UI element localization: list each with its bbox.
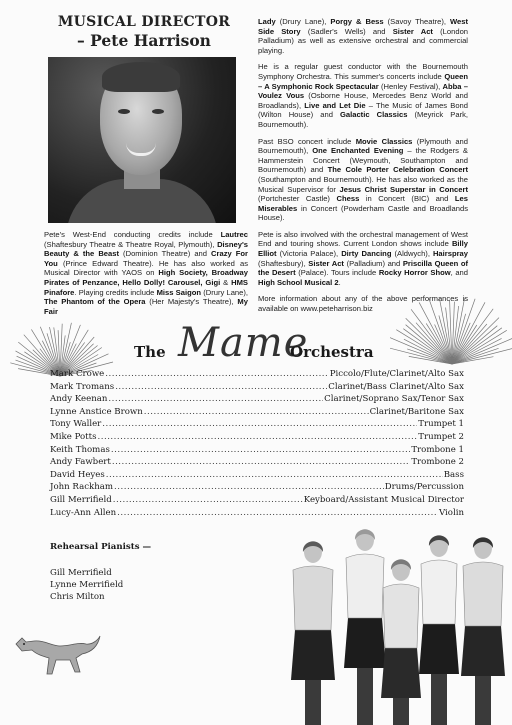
- bio-text: (Prince Edward Theatre). He has also worked as Musical Director with YAOS on: [44, 258, 248, 278]
- orchestra-roster: [50, 369, 464, 520]
- bio-title: High Society, Broadway Pirates of Penzance, Hello Dolly! Carousel, Gigi: [44, 268, 248, 287]
- bio-text: (Shaftesbury),: [258, 258, 309, 268]
- player-instrument: Drums/Percussion: [384, 482, 464, 493]
- pianist-name: Gill Merrifield: [50, 568, 112, 578]
- player-instrument: Clarinet/Soprano Sax/Tenor Sax: [324, 394, 464, 405]
- bio-text: Past BSO concert include: [258, 136, 356, 146]
- bio-paragraph: [258, 230, 468, 288]
- roster-row: [50, 407, 464, 420]
- bio-title: High School Musical 2: [258, 277, 339, 287]
- roster-row: [50, 445, 464, 458]
- bio-title: Jesus Christ Superstar in Concert: [339, 184, 468, 194]
- bio-text: (Her Majesty's Theatre),: [145, 297, 238, 307]
- roster-row: [50, 394, 464, 407]
- bio-text: (Osborne House, Mercedes Benz World and Broadlands),: [258, 91, 468, 110]
- group-person: [344, 529, 386, 725]
- rehearsal-heading: Rehearsal Pianists —: [50, 542, 152, 552]
- show-logo-mame: Mame: [178, 320, 309, 366]
- roster-row: [50, 382, 464, 395]
- roster-row: [50, 470, 464, 483]
- roster-row: [50, 419, 464, 432]
- title-orchestra: Orchestra: [290, 343, 374, 361]
- player-name: Keith Thomas: [50, 444, 110, 455]
- group-person: [291, 541, 335, 725]
- player-instrument: Piccolo/Flute/Clarinet/Alto Sax: [329, 369, 464, 379]
- player-instrument: Clarinet/Bass Clarinet/Alto Sax: [328, 381, 464, 392]
- player-name: Gill Merrifield: [50, 494, 112, 505]
- roster-row: [50, 369, 464, 382]
- title-the: The: [134, 343, 166, 361]
- bio-left-column: [44, 230, 248, 323]
- bio-text: (London Palladium) as well as extensive orchestral and commercial playing.: [258, 26, 469, 55]
- bio-title: Porgy & Bess: [330, 17, 384, 26]
- roster-row: [50, 432, 464, 445]
- section-title: MUSICAL DIRECTOR: [57, 14, 231, 30]
- bio-text: , and: [450, 268, 468, 278]
- bio-text: Pete is also involved with the orchestral management of West End and touring shows. Current London shows include: [258, 229, 468, 249]
- bio-text: (Victoria Palace),: [276, 249, 342, 259]
- bio-text: (Southampton and Bournemouth). He has also worked as the Musical Supervisor for: [258, 174, 468, 194]
- bio-text: Pete's West-End conducting credits include: [44, 230, 221, 239]
- player-instrument: Bass: [443, 469, 464, 480]
- bio-title: Lady: [258, 17, 276, 26]
- bio-title: Abba – Voulez Vous: [258, 81, 468, 101]
- bio-text: (Aldwych),: [391, 249, 433, 259]
- bio-text: (Drury Lane),: [201, 287, 249, 297]
- bio-text: &: [220, 277, 232, 287]
- player-instrument: Clarinet/Baritone Sax: [369, 406, 464, 417]
- bio-text: (Plymouth and Bournemouth),: [258, 136, 469, 156]
- bio-right-column: [258, 17, 468, 321]
- bio-title: Crazy For You: [44, 249, 248, 268]
- bio-text: (Henley Festival),: [378, 81, 443, 91]
- bio-text: (Shaftesbury Theatre & Theatre Royal, Plymouth),: [44, 239, 218, 249]
- player-name: John Rackham: [50, 482, 114, 493]
- bio-text: in Concert (BIC) and: [359, 194, 455, 204]
- palm-burst-right-decoration: [390, 288, 512, 368]
- roster-row: [50, 482, 464, 495]
- pianist-name: Chris Milton: [50, 592, 105, 603]
- player-name: Mike Potts: [50, 431, 97, 442]
- bio-title: Sister Act: [308, 258, 344, 268]
- bio-text: He is a regular guest conductor with the Bournemouth Symphony Orchestra. This summer's concerts include: [258, 62, 468, 81]
- bio-title: West Side Story: [258, 17, 469, 36]
- director-photo: [48, 57, 236, 223]
- group-person: [461, 537, 505, 725]
- bio-title: Movie Classics: [355, 136, 413, 146]
- player-name: Mark Crowe: [50, 369, 105, 379]
- bio-title: Chess: [336, 194, 360, 204]
- player-instrument: Trombone 1: [411, 444, 464, 455]
- bio-title: Dirty Dancing: [341, 249, 392, 259]
- player-name: Lucy-Ann Allen: [50, 507, 117, 518]
- bio-title: Hairspray: [432, 249, 468, 259]
- player-name: Andy Keenan: [50, 394, 108, 405]
- bio-text: .: [338, 277, 341, 287]
- bio-paragraph: [44, 230, 248, 316]
- group-person: [381, 559, 421, 725]
- bio-text: (Palace). Tours include: [295, 268, 379, 278]
- bio-paragraph: [258, 62, 468, 129]
- bio-title: Queen – A Symphonic Rock Spectacular: [258, 71, 468, 91]
- bio-text: in Concert (Powderham Castle and Broadlands House).: [258, 203, 468, 223]
- group-person: [419, 535, 459, 725]
- musical-director-heading: [44, 14, 244, 50]
- bio-text: (Savoy Theatre),: [383, 17, 450, 26]
- player-instrument: Trombone 2: [411, 457, 464, 468]
- player-instrument: Violin: [438, 507, 464, 518]
- fox-illustration: [12, 624, 102, 684]
- bio-text: (Sadler's Wells) and: [300, 26, 393, 36]
- player-name: Andy Fawbert: [50, 457, 111, 468]
- bio-title: The Cole Porter Celebration Concert: [327, 165, 468, 175]
- bio-text: . Playing credits include: [74, 287, 157, 297]
- bio-title: Priscilla Queen of the Desert: [258, 258, 468, 278]
- bio-title: Rocky Horror Show: [378, 268, 451, 278]
- bio-title: Miss Saigon: [156, 287, 201, 297]
- bio-title: Billy Elliot: [258, 239, 468, 259]
- player-name: Lynne Anstice Brown: [50, 406, 143, 417]
- bio-paragraph: [258, 137, 468, 223]
- bio-title: The Phantom of the Opera: [44, 297, 146, 307]
- group-photo: [283, 528, 512, 725]
- bio-title: HMS Pinafore: [44, 277, 248, 297]
- bio-text: (Meyrick Park, Bournemouth).: [258, 110, 469, 129]
- pianist-name: Lynne Merrifield: [50, 580, 124, 591]
- player-name: Mark Tromans: [50, 381, 115, 392]
- bio-title: Disney's Beauty & the Beast: [44, 239, 248, 259]
- bio-text: (Dominion Theatre) and: [119, 249, 212, 259]
- player-name: Tony Waller: [50, 419, 102, 430]
- bio-title: Galactic Classics: [340, 110, 408, 120]
- bio-text: (Palladium) and: [343, 258, 403, 268]
- bio-text: – the Rodgers & Hammerstein Concert (Weymouth, Southampton and Bournemouth) and: [258, 146, 468, 175]
- bio-text: (Drury Lane),: [275, 17, 331, 26]
- director-name: – Pete Harrison: [77, 31, 211, 50]
- orchestra-title: [134, 320, 404, 370]
- rehearsal-pianists: [50, 542, 151, 605]
- player-instrument: Keyboard/Assistant Musical Director: [303, 494, 464, 505]
- bio-title: Les Miserables: [258, 194, 468, 213]
- bio-text: (Portchester Castle): [258, 194, 337, 204]
- bio-text: More information about any of the above performances is available on www.peteharrison.biz: [258, 294, 468, 314]
- bio-title: Live and Let Die: [304, 100, 366, 110]
- roster-row: [50, 457, 464, 470]
- roster-row: [50, 495, 464, 508]
- player-name: David Heyes: [50, 469, 105, 480]
- bio-title: My Fair: [44, 297, 248, 316]
- bio-paragraph: [258, 17, 468, 55]
- bio-title: One Enchanted Evening: [312, 146, 404, 156]
- bio-title: Lautrec: [220, 230, 248, 239]
- player-instrument: Trumpet 2: [418, 431, 464, 442]
- bio-text: – The Music of James Bond (Wilton House) and: [258, 100, 469, 120]
- bio-title: Sister Act: [392, 26, 433, 36]
- player-instrument: Trumpet 1: [418, 419, 464, 430]
- roster-row: [50, 508, 464, 521]
